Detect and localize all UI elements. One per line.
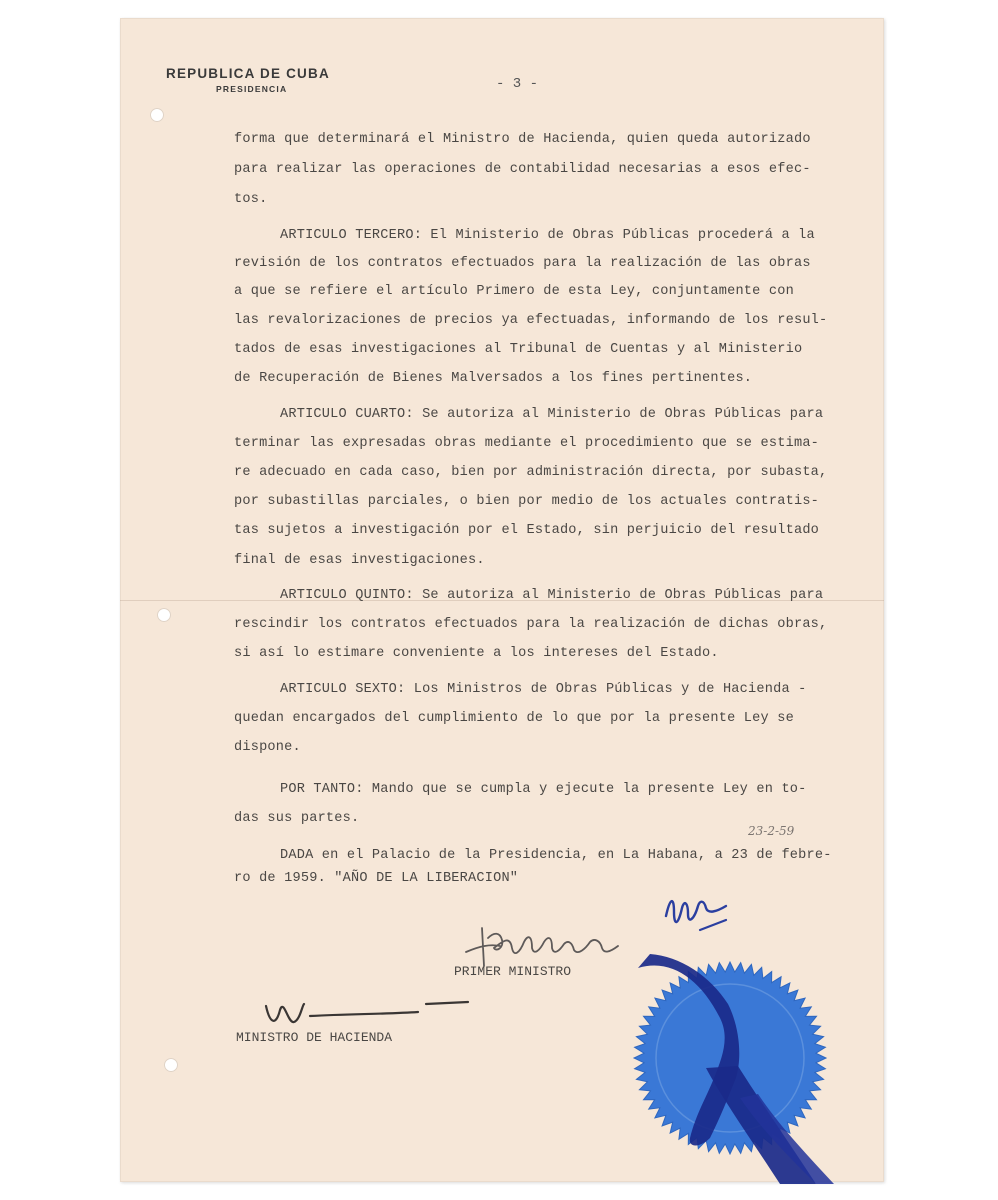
- body-line: POR TANTO: Mando que se cumpla y ejecute la presente Ley en to-: [280, 782, 807, 797]
- handwritten-date: 23-2-59: [748, 824, 795, 838]
- body-line: para realizar las operaciones de contabilidad necesarias a esos efec-: [234, 162, 811, 177]
- body-line: DADA en el Palacio de la Presidencia, en La Habana, a 23 de febre-: [280, 848, 832, 863]
- body-line: ARTICULO CUARTO: Se autoriza al Ministerio de Obras Públicas para: [280, 407, 824, 422]
- ministro-hacienda-label: MINISTRO DE HACIENDA: [236, 1030, 393, 1045]
- body-line: quedan encargados del cumplimiento de lo que por la presente Ley se: [234, 711, 794, 726]
- body-line: dispone.: [234, 740, 301, 755]
- body-line: a que se refiere el artículo Primero de esta Ley, conjuntamente con: [234, 284, 794, 299]
- punch-hole: [157, 608, 171, 622]
- official-seal-icon: [610, 948, 840, 1188]
- page-number: - 3 -: [496, 76, 539, 92]
- body-line: terminar las expresadas obras mediante el procedimiento que se estima-: [234, 436, 820, 451]
- body-line: rescindir los contratos efectuados para la realización de dichas obras,: [234, 617, 828, 632]
- body-line: das sus partes.: [234, 811, 360, 826]
- body-line: ro de 1959. "AÑO DE LA LIBERACION": [234, 871, 519, 886]
- body-line: las revalorizaciones de precios ya efectuadas, informando de los resul-: [234, 313, 828, 328]
- body-line: tas sujetos a investigación por el Estado, sin perjuicio del resultado: [234, 523, 820, 538]
- document-page: [120, 18, 884, 1182]
- primer-ministro-label: PRIMER MINISTRO: [454, 964, 572, 979]
- body-line: por subastillas parciales, o bien por medio de los actuales contratis-: [234, 494, 820, 509]
- punch-hole: [150, 108, 164, 122]
- body-line: ARTICULO SEXTO: Los Ministros de Obras Públicas y de Hacienda -: [280, 682, 807, 697]
- letterhead-subtitle: PRESIDENCIA: [216, 84, 288, 94]
- body-line: de Recuperación de Bienes Malversados a los fines pertinentes.: [234, 371, 753, 386]
- body-line: si así lo estimare conveniente a los intereses del Estado.: [234, 646, 719, 661]
- body-line: final de esas investigaciones.: [234, 553, 485, 568]
- body-line: tos.: [234, 192, 268, 207]
- punch-hole: [164, 1058, 178, 1072]
- body-line: forma que determinará el Ministro de Hacienda, quien queda autorizado: [234, 132, 811, 147]
- initials-signature: [660, 890, 750, 940]
- body-line: ARTICULO QUINTO: Se autoriza al Ministerio de Obras Públicas para: [280, 588, 824, 603]
- letterhead-title: REPUBLICA DE CUBA: [166, 66, 330, 81]
- body-line: tados de esas investigaciones al Tribunal de Cuentas y al Ministerio: [234, 342, 803, 357]
- body-line: revisión de los contratos efectuados para la realización de las obras: [234, 256, 811, 271]
- body-line: re adecuado en cada caso, bien por administración directa, por subasta,: [234, 465, 828, 480]
- body-line: ARTICULO TERCERO: El Ministerio de Obras Públicas procederá a la: [280, 228, 815, 243]
